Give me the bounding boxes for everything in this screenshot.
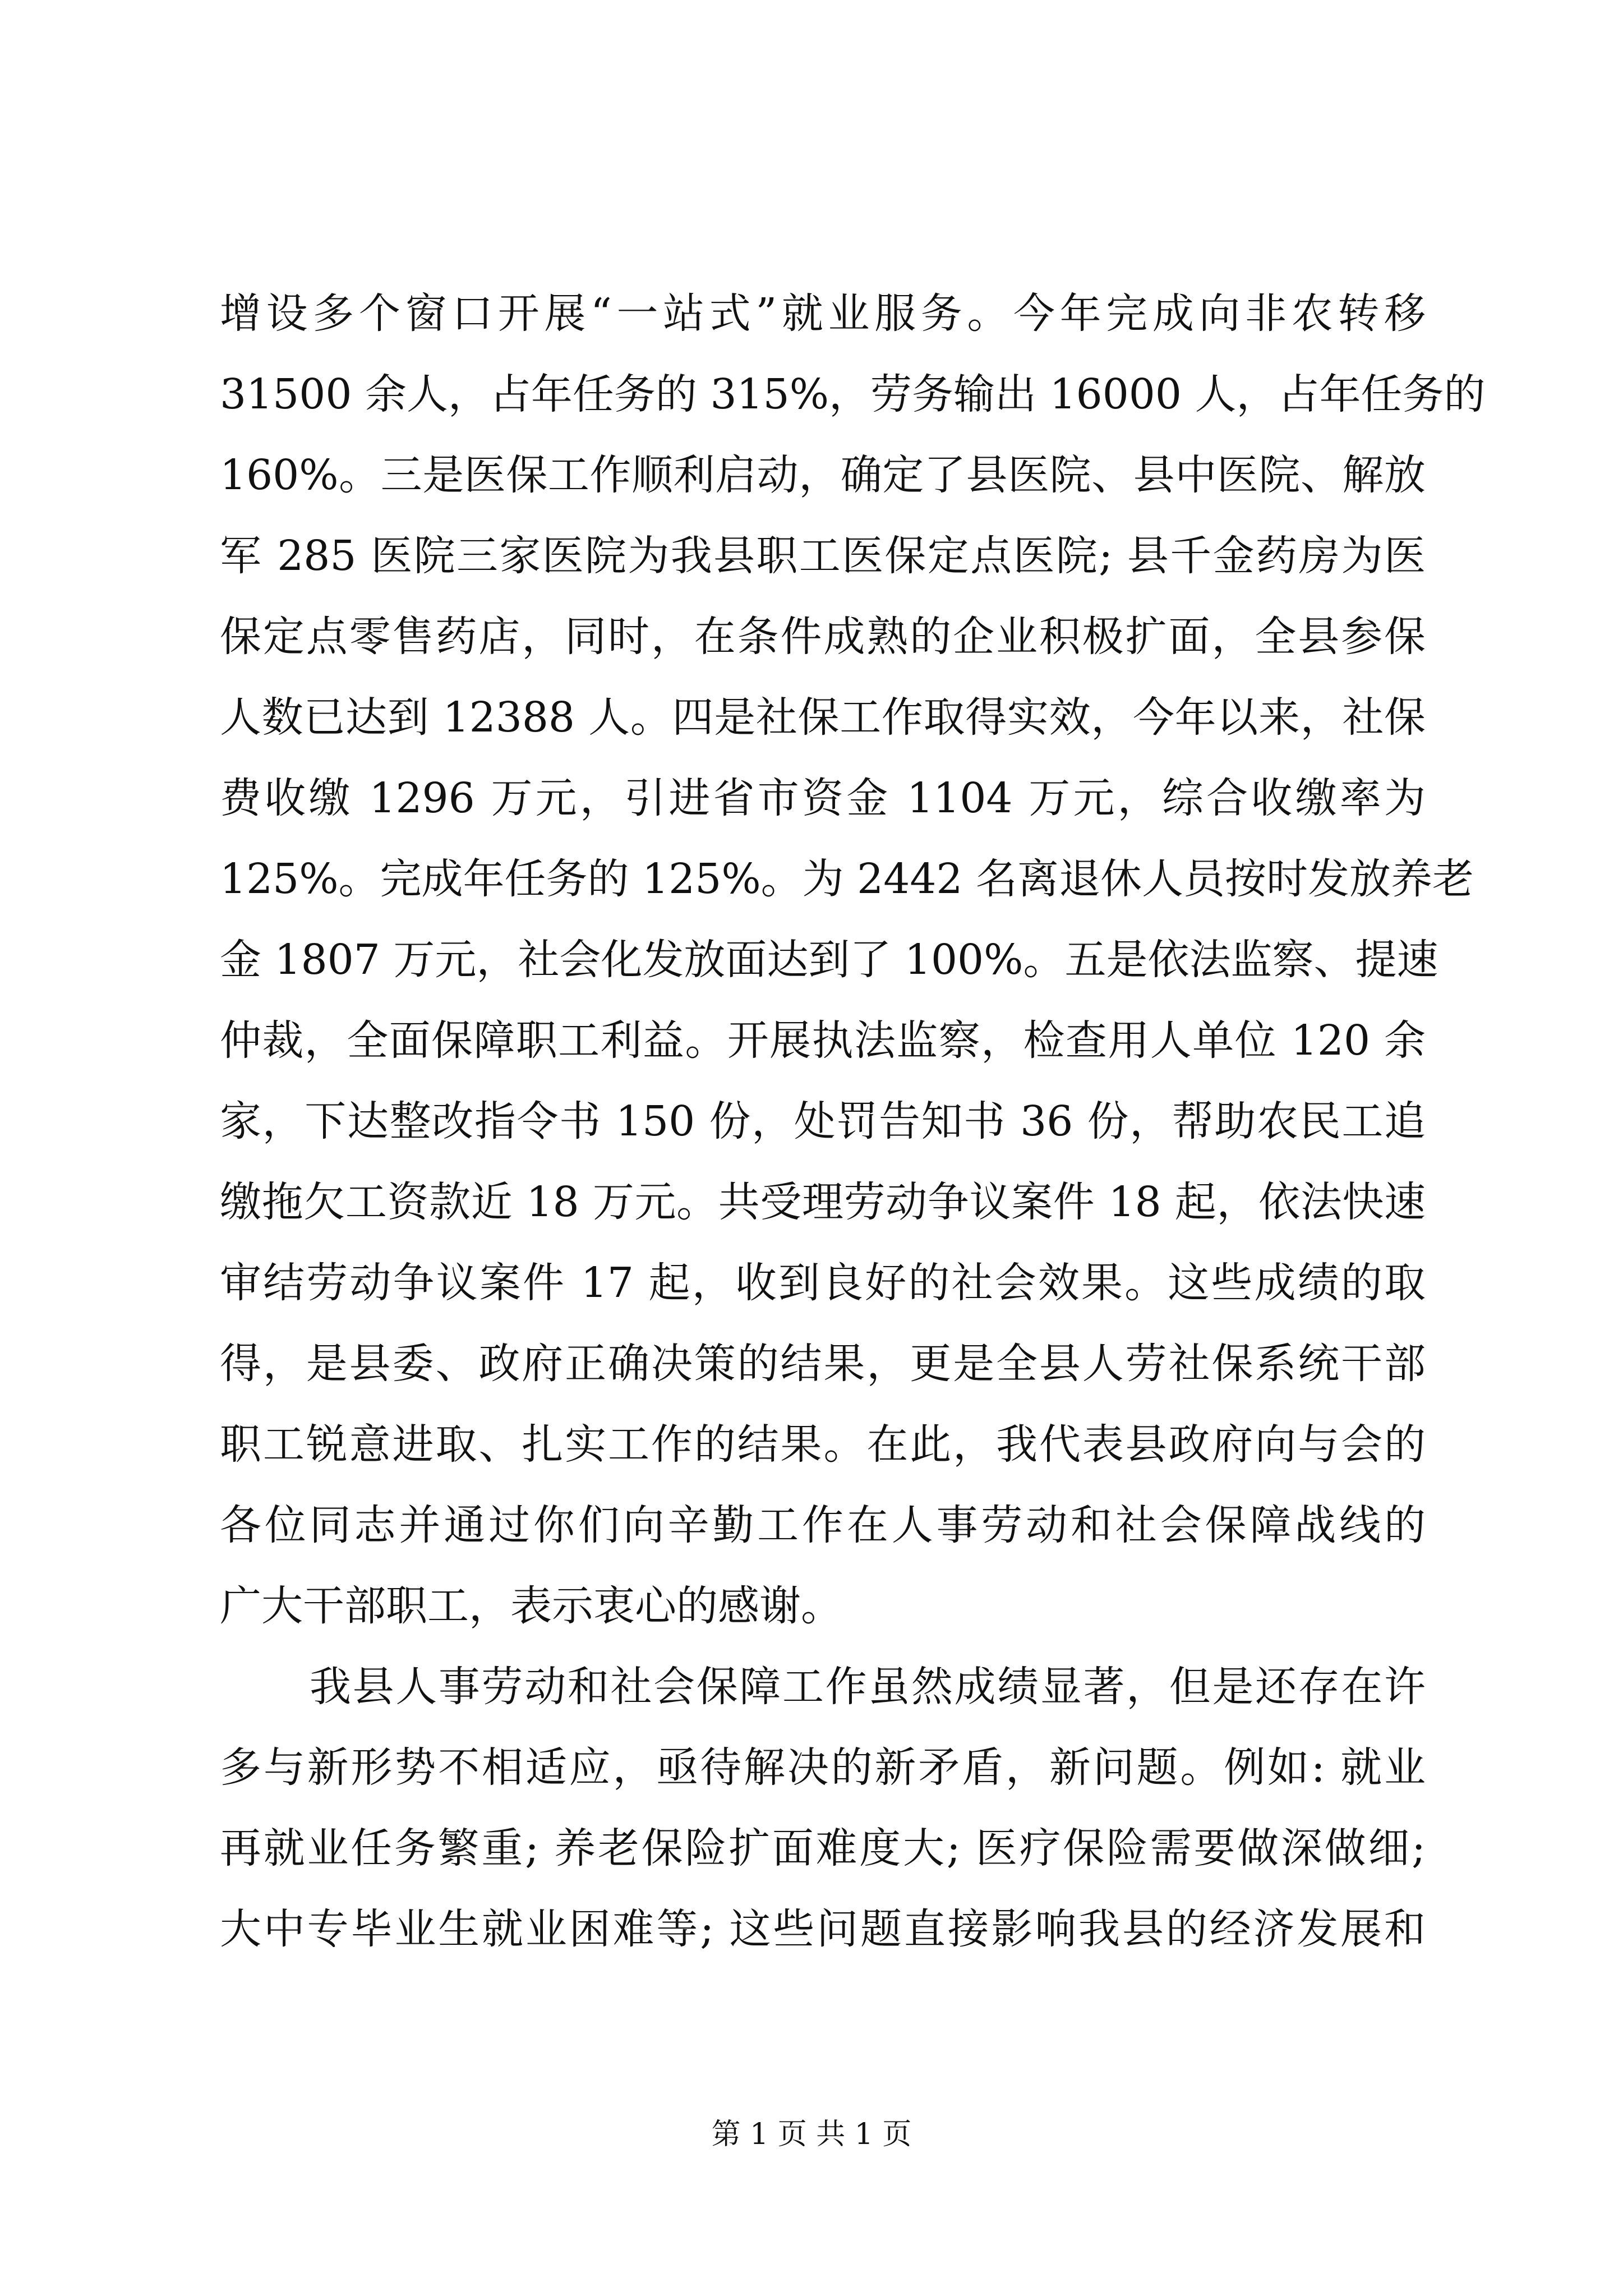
text-line: 31500 余人，占年任务的 315%，劳务输出 16000 人，占年任务的	[220, 370, 1486, 418]
document-body	[220, 273, 1486, 1970]
page-number-label: 第 1 页 共 1 页	[711, 2118, 912, 2151]
text-line: 仲裁，全面保障职工利益。开展执法监察，检查用人单位 120 余	[220, 1016, 1426, 1065]
text-line: 职工锐意进取、扎实工作的结果。在此，我代表县政府向与会的	[220, 1420, 1426, 1469]
text-line: 费收缴 1296 万元，引进省市资金 1104 万元，综合收缴率为	[220, 774, 1426, 822]
text-line: 再就业任务繁重; 养老保险扩面难度大; 医疗保险需要做深做细;	[220, 1824, 1426, 1872]
text-line: 160%。三是医保工作顺利启动，确定了县医院、县中医院、解放	[220, 451, 1426, 499]
text-line: 保定点零售药店，同时，在条件成熟的企业积极扩面，全县参保	[220, 613, 1426, 661]
paragraph-1	[220, 273, 1486, 1646]
text-line: 增设多个窗口开展“一站式”就业服务。今年完成向非农转移	[220, 289, 1426, 338]
text-line: 审结劳动争议案件 17 起，收到良好的社会效果。这些成绩的取	[220, 1259, 1426, 1307]
text-line: 家，下达整改指令书 150 份，处罚告知书 36 份，帮助农民工追	[220, 1097, 1426, 1145]
text-line: 多与新形势不相适应，亟待解决的新矛盾，新问题。例如: 就业	[220, 1743, 1426, 1792]
text-line: 人数已达到 12388 人。四是社保工作取得实效，今年以来，社保	[220, 693, 1426, 742]
text-line: 广大干部职工，表示衷心的感谢。	[220, 1582, 842, 1630]
page-footer	[0, 2115, 1623, 2154]
text-line: 缴拖欠工资款近 18 万元。共受理劳动争议案件 18 起，依法快速	[220, 1178, 1426, 1226]
text-line: 得，是县委、政府正确决策的结果，更是全县人劳社保系统干部	[220, 1340, 1426, 1388]
text-line: 各位同志并通过你们向辛勤工作在人事劳动和社会保障战线的	[220, 1501, 1426, 1549]
text-line: 我县人事劳动和社会保障工作虽然成绩显著，但是还存在许	[310, 1663, 1426, 1711]
text-line: 金 1807 万元，社会化发放面达到了 100%。五是依法监察、提速	[220, 936, 1438, 984]
text-line: 大中专毕业生就业困难等; 这些问题直接影响我县的经济发展和	[220, 1905, 1426, 1953]
text-line: 125%。完成年任务的 125%。为 2442 名离退休人员按时发放养老	[220, 855, 1474, 903]
text-line: 军 285 医院三家医院为我县职工医保定点医院; 县千金药房为医	[220, 532, 1426, 580]
paragraph-2	[220, 1646, 1426, 1970]
